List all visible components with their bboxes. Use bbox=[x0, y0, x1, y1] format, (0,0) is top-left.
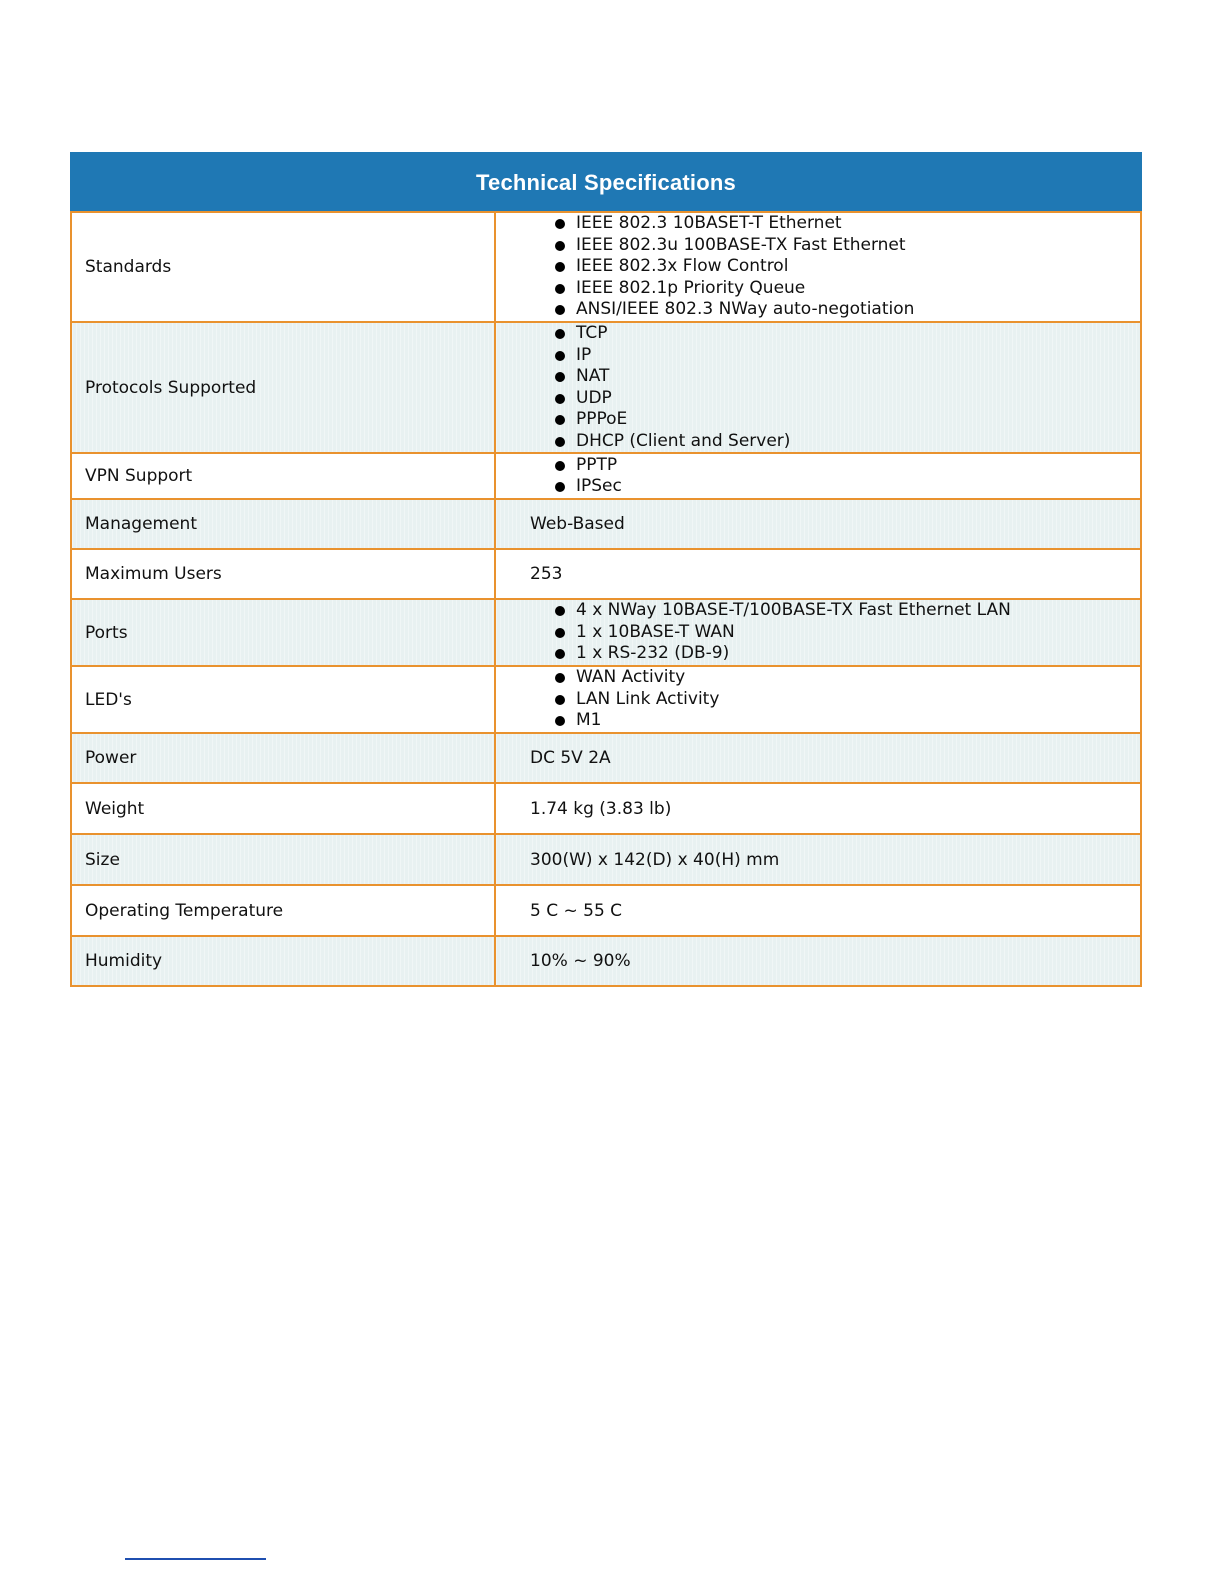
spec-value bbox=[495, 322, 1141, 453]
spec-label: Maximum Users bbox=[71, 549, 495, 599]
bullet-list bbox=[496, 323, 1140, 452]
list-item: TCP bbox=[554, 323, 1140, 345]
spec-row-operating-temperature bbox=[71, 885, 1141, 936]
spec-value: 300(W) x 142(D) x 40(H) mm bbox=[495, 834, 1141, 885]
list-item: LAN Link Activity bbox=[554, 689, 1140, 711]
bullet-list bbox=[496, 600, 1140, 665]
list-item: UDP bbox=[554, 388, 1140, 410]
spec-value bbox=[495, 599, 1141, 666]
bullet-list bbox=[496, 667, 1140, 732]
list-item: NAT bbox=[554, 366, 1140, 388]
list-item: DHCP (Client and Server) bbox=[554, 431, 1140, 453]
spec-row-management bbox=[71, 499, 1141, 549]
spec-value: DC 5V 2A bbox=[495, 733, 1141, 783]
spec-label: Power bbox=[71, 733, 495, 783]
bullet-list bbox=[496, 455, 1140, 498]
spec-value: 1.74 kg (3.83 lb) bbox=[495, 783, 1141, 834]
spec-row-ports bbox=[71, 599, 1141, 666]
list-item: 1 x RS-232 (DB-9) bbox=[554, 643, 1140, 665]
spec-row-size bbox=[71, 834, 1141, 885]
spec-value bbox=[495, 666, 1141, 733]
list-item: PPTP bbox=[554, 455, 1140, 477]
spec-label: VPN Support bbox=[71, 453, 495, 499]
spec-row-protocols-supported bbox=[71, 322, 1141, 453]
list-item: 1 x 10BASE-T WAN bbox=[554, 622, 1140, 644]
footer-divider bbox=[125, 1558, 266, 1560]
list-item: M1 bbox=[554, 710, 1140, 732]
table-title: Technical Specifications bbox=[71, 153, 1141, 212]
spec-row-weight bbox=[71, 783, 1141, 834]
list-item: IEEE 802.3x Flow Control bbox=[554, 256, 1140, 278]
list-item: IEEE 802.3u 100BASE-TX Fast Ethernet bbox=[554, 235, 1140, 257]
spec-row-standards bbox=[71, 212, 1141, 322]
spec-value: 5 C ~ 55 C bbox=[495, 885, 1141, 936]
spec-label: Protocols Supported bbox=[71, 322, 495, 453]
spec-value: 253 bbox=[495, 549, 1141, 599]
list-item: IPSec bbox=[554, 476, 1140, 498]
spec-value: Web-Based bbox=[495, 499, 1141, 549]
list-item: IEEE 802.3 10BASET-T Ethernet bbox=[554, 213, 1140, 235]
spec-value bbox=[495, 212, 1141, 322]
spec-row-humidity bbox=[71, 936, 1141, 986]
list-item: IEEE 802.1p Priority Queue bbox=[554, 278, 1140, 300]
spec-row-leds bbox=[71, 666, 1141, 733]
technical-specifications-table bbox=[70, 152, 1142, 987]
spec-row-vpn-support bbox=[71, 453, 1141, 499]
spec-label: Humidity bbox=[71, 936, 495, 986]
list-item: ANSI/IEEE 802.3 NWay auto-negotiation bbox=[554, 299, 1140, 321]
spec-label: Management bbox=[71, 499, 495, 549]
list-item: IP bbox=[554, 345, 1140, 367]
spec-label: Ports bbox=[71, 599, 495, 666]
spec-value bbox=[495, 453, 1141, 499]
list-item: 4 x NWay 10BASE-T/100BASE-TX Fast Ethernet LAN bbox=[554, 600, 1140, 622]
spec-row-power bbox=[71, 733, 1141, 783]
spec-label: Size bbox=[71, 834, 495, 885]
table-header-row bbox=[71, 153, 1141, 212]
spec-row-maximum-users bbox=[71, 549, 1141, 599]
spec-label: Weight bbox=[71, 783, 495, 834]
spec-label: Standards bbox=[71, 212, 495, 322]
bullet-list bbox=[496, 213, 1140, 321]
spec-value: 10% ~ 90% bbox=[495, 936, 1141, 986]
spec-label: LED's bbox=[71, 666, 495, 733]
list-item: PPPoE bbox=[554, 409, 1140, 431]
list-item: WAN Activity bbox=[554, 667, 1140, 689]
spec-label: Operating Temperature bbox=[71, 885, 495, 936]
